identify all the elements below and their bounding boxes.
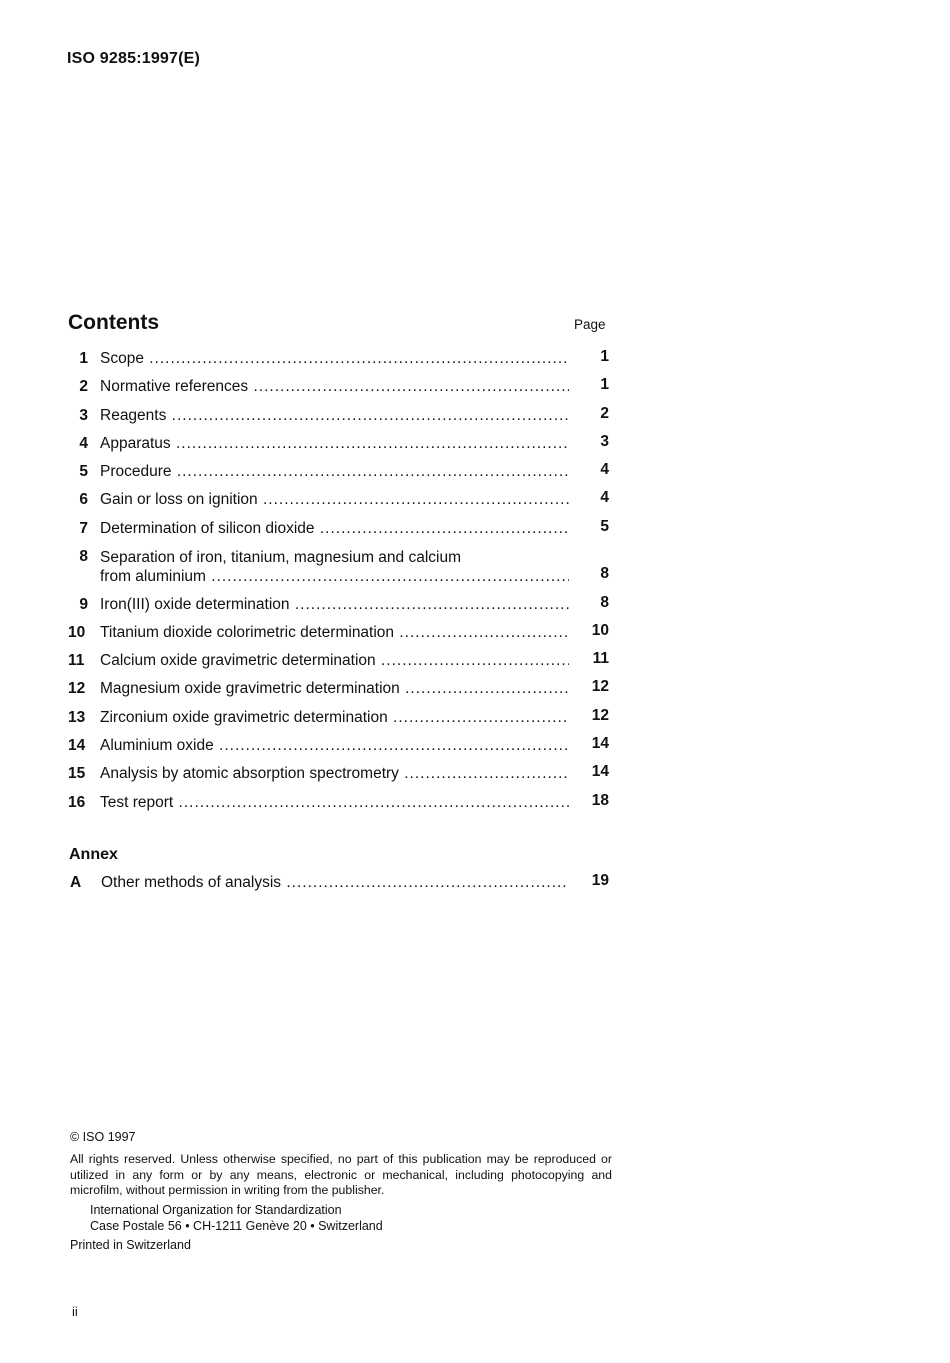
toc-entry-number: 2 — [79, 378, 88, 396]
toc-entry[interactable] — [66, 487, 611, 515]
toc-entry[interactable] — [66, 733, 611, 761]
toc-entry[interactable] — [66, 431, 611, 459]
annex-heading: Annex — [69, 846, 118, 863]
toc-entry-page: 18 — [591, 791, 609, 809]
toc-entry-number: 10 — [68, 623, 86, 641]
toc-entry-page: 1 — [600, 348, 609, 365]
toc-entry-page: 11 — [592, 650, 609, 668]
org-address: Case Postale 56 • CH-1211 Genève 20 • Switzerland — [90, 1219, 383, 1233]
toc-entry-page: 14 — [591, 763, 609, 781]
toc-entry-number: 9 — [79, 595, 88, 613]
toc-entry-number: 4 — [79, 434, 88, 452]
toc-entry-page: 10 — [591, 621, 609, 639]
annex-letter: A — [70, 874, 82, 891]
toc-entry-page: 2 — [600, 404, 609, 422]
printed-in: Printed in Switzerland — [70, 1238, 191, 1252]
toc-entry[interactable] — [66, 705, 611, 733]
page-number: ii — [72, 1304, 78, 1319]
toc-entry-page: 3 — [600, 432, 609, 450]
toc-entry-number: 13 — [68, 708, 86, 726]
toc-entry-title: Apparatus ..... — [100, 435, 569, 453]
annex-page: 19 — [591, 872, 609, 889]
toc-entry-number: 5 — [79, 463, 88, 481]
toc-entry-number: 6 — [79, 491, 88, 509]
toc-entry-title: Analysis by atomic absorption spectrometry ..... — [100, 765, 569, 783]
toc-entry-number: 1 — [79, 350, 88, 367]
toc-entry-page: 12 — [591, 706, 609, 724]
toc-entry-number: 14 — [68, 737, 86, 755]
toc-entry[interactable] — [66, 761, 611, 789]
contents-heading: Contents — [68, 311, 159, 334]
toc-entry-number: 8 — [79, 548, 88, 566]
toc-entry-title: Magnesium oxide gravimetric determination ..... — [100, 680, 569, 698]
toc-entry-title: Scope ..... — [100, 350, 569, 368]
toc-entry-page: 5 — [600, 517, 609, 535]
toc-entry-title: Determination of silicon dioxide ..... — [100, 520, 569, 538]
table-of-contents — [66, 346, 611, 818]
copyright-notice: © ISO 1997 — [70, 1130, 136, 1144]
toc-entry-page: 1 — [600, 376, 609, 394]
toc-entry[interactable] — [66, 374, 611, 402]
document-id: ISO 9285:1997(E) — [67, 50, 201, 67]
toc-entry-title: Normative references ..... — [100, 378, 569, 396]
toc-entry-title: Separation of iron, titanium, magnesium and calcium from aluminium ..... — [100, 548, 569, 586]
toc-entry-title: Procedure ..... — [100, 463, 569, 481]
toc-entry[interactable] — [66, 346, 611, 374]
toc-entry-page: 14 — [591, 735, 609, 753]
toc-entry-number: 16 — [68, 793, 86, 811]
toc-entry[interactable] — [66, 544, 611, 592]
toc-entry-page: 4 — [600, 489, 609, 507]
toc-entry-number: 3 — [79, 406, 88, 424]
toc-entry[interactable] — [66, 620, 611, 648]
annex-title: Other methods of analysis ..... — [101, 874, 569, 892]
toc-entry[interactable] — [66, 592, 611, 620]
rights-statement: All rights reserved. Unless otherwise specified, no part of this publication may be reproduced or utilized in any form or by any means, electronic or mechanical, including photocopying and microfilm, without permission in writing from the publisher. — [70, 1152, 612, 1198]
page-column-label: Page — [574, 317, 606, 332]
toc-entry-number: 7 — [79, 519, 88, 537]
org-name: International Organization for Standardization — [90, 1203, 342, 1217]
toc-entry-page: 8 — [600, 593, 609, 611]
toc-entry-page: 12 — [591, 678, 609, 696]
toc-entry[interactable] — [66, 676, 611, 704]
toc-entry[interactable] — [66, 790, 611, 818]
toc-entry[interactable] — [66, 459, 611, 487]
toc-entry-title: Gain or loss on ignition ..... — [100, 491, 569, 509]
toc-entry-title: Test report ..... — [100, 794, 569, 812]
toc-entry-title: Aluminium oxide ..... — [100, 737, 569, 755]
toc-entry-number: 11 — [68, 652, 85, 670]
toc-entry[interactable] — [66, 648, 611, 676]
toc-entry[interactable] — [66, 403, 611, 431]
toc-entry-title: Titanium dioxide colorimetric determination ..... — [100, 624, 569, 642]
annex-entry[interactable] — [66, 870, 611, 898]
toc-entry[interactable] — [66, 516, 611, 544]
toc-entry-title: Iron(III) oxide determination ..... — [100, 596, 569, 614]
toc-entry-title: Zirconium oxide gravimetric determination ..... — [100, 709, 569, 727]
toc-entry-number: 15 — [68, 765, 86, 783]
toc-entry-title: Calcium oxide gravimetric determination ..... — [100, 652, 569, 670]
toc-entry-number: 12 — [68, 680, 86, 698]
toc-entry-page: 8 — [600, 565, 609, 583]
toc-entry-page: 4 — [600, 461, 609, 479]
toc-entry-title: Reagents ..... — [100, 407, 569, 425]
publisher-address — [90, 1202, 632, 1234]
